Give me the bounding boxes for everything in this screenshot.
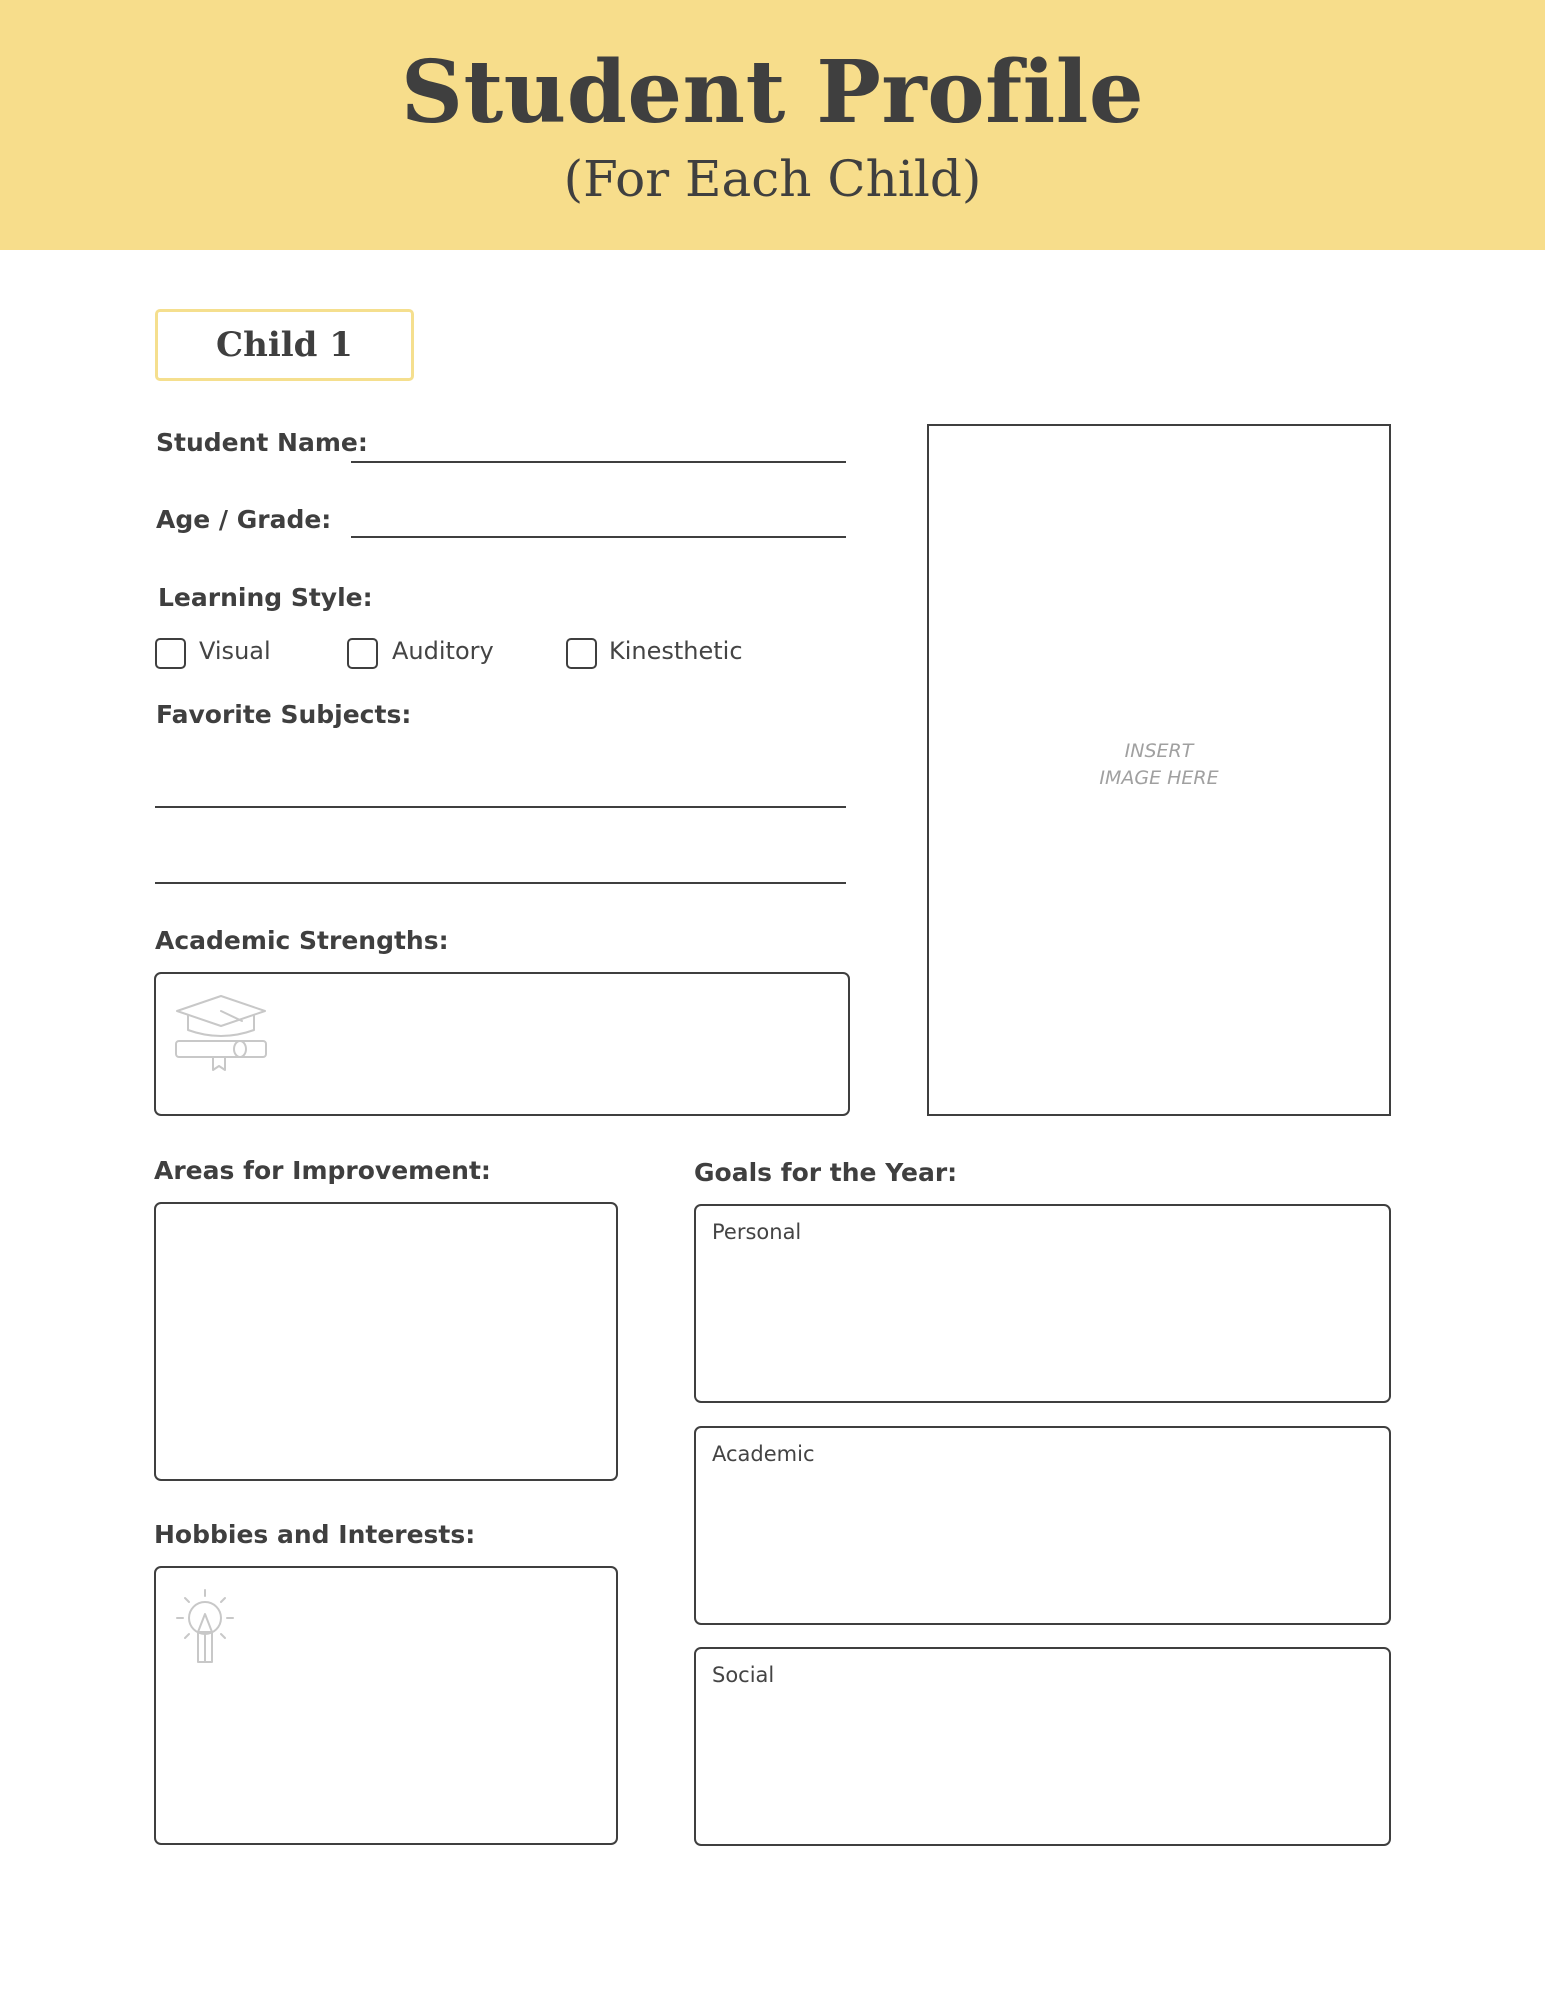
auditory-checkbox[interactable] <box>347 638 378 669</box>
learning-style-label: Learning Style: <box>158 583 373 612</box>
goal-academic-box[interactable] <box>694 1426 1391 1625</box>
areas-improvement-box[interactable] <box>154 1202 618 1481</box>
page-title: Student Profile <box>400 42 1145 143</box>
age-grade-label: Age / Grade: <box>156 505 332 534</box>
photo-placeholder[interactable] <box>927 424 1391 1116</box>
page-subtitle: (For Each Child) <box>563 150 982 208</box>
child-label-box: Child 1 <box>155 309 414 381</box>
academic-strengths-label: Academic Strengths: <box>155 926 449 955</box>
favorite-subjects-line-2[interactable] <box>155 882 846 884</box>
hobbies-label: Hobbies and Interests: <box>154 1520 476 1549</box>
favorite-subjects-line-1[interactable] <box>155 806 846 808</box>
goal-social-caption: Social <box>712 1663 775 1687</box>
photo-placeholder-text <box>929 738 1389 792</box>
goal-social-box[interactable] <box>694 1647 1391 1846</box>
header-banner <box>0 0 1545 250</box>
auditory-option-label: Auditory <box>392 637 494 665</box>
goal-personal-box[interactable] <box>694 1204 1391 1403</box>
photo-text-line-1: INSERT <box>1124 740 1194 762</box>
student-name-label: Student Name: <box>156 428 368 457</box>
goal-academic-caption: Academic <box>712 1442 815 1466</box>
goals-label: Goals for the Year: <box>694 1158 958 1187</box>
graduation-cap-icon <box>174 994 268 1072</box>
areas-improvement-label: Areas for Improvement: <box>154 1156 491 1185</box>
kinesthetic-checkbox[interactable] <box>566 638 597 669</box>
goal-personal-caption: Personal <box>712 1220 802 1244</box>
age-grade-field[interactable] <box>351 536 846 538</box>
academic-strengths-box[interactable] <box>154 972 850 1116</box>
visual-checkbox[interactable] <box>155 638 186 669</box>
student-name-field[interactable] <box>351 461 846 463</box>
kinesthetic-option-label: Kinesthetic <box>609 637 743 665</box>
hobbies-box[interactable] <box>154 1566 618 1845</box>
lightbulb-pencil-icon <box>174 1586 236 1666</box>
favorite-subjects-label: Favorite Subjects: <box>156 700 412 729</box>
photo-text-line-2: IMAGE HERE <box>1099 767 1219 789</box>
visual-option-label: Visual <box>199 637 271 665</box>
